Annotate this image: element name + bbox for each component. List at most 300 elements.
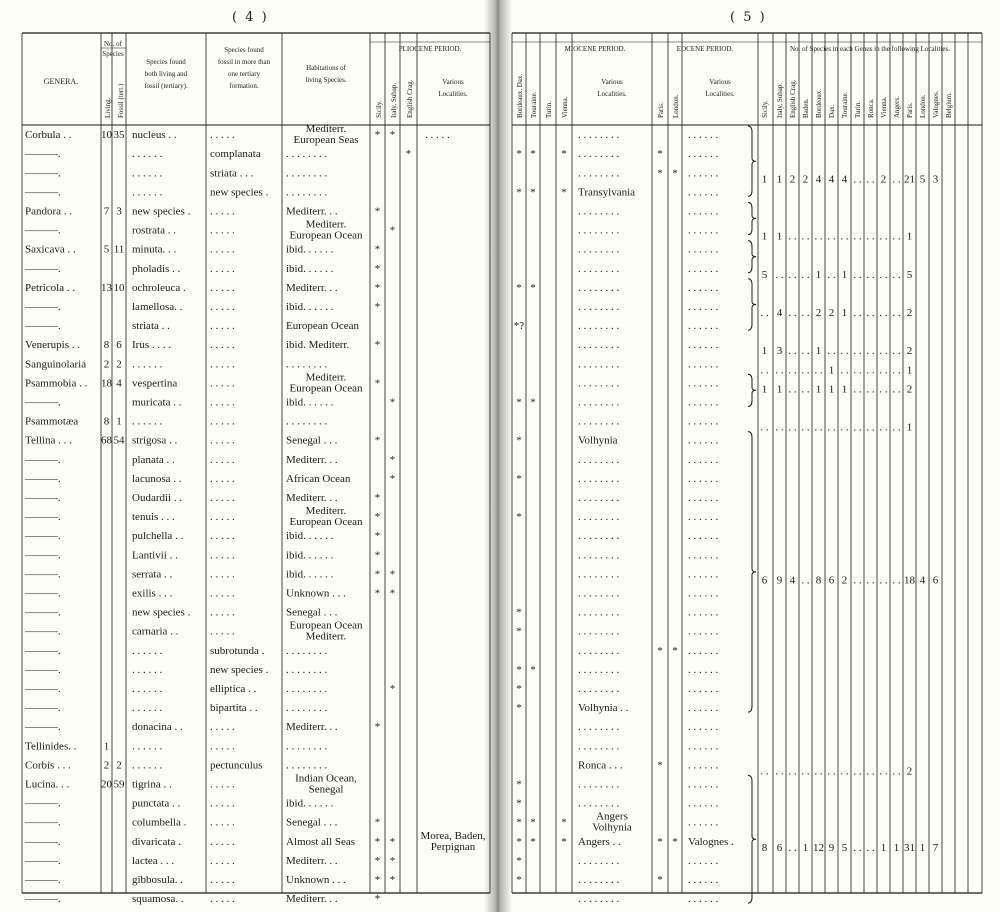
genus-count-value: . . — [892, 173, 901, 186]
living-count: 7 — [103, 205, 110, 218]
genus-count-value: . . — [775, 421, 784, 434]
table-row — [25, 416, 719, 428]
genus-count-value: . . — [840, 345, 849, 358]
miocene-various: . . . . . . . . — [578, 549, 620, 562]
miocene-various: Angers — [596, 810, 628, 823]
eocene-various: . . . . . . — [688, 186, 719, 199]
paris-mark: * — [657, 759, 663, 772]
habitat: ibid. . . . . . — [286, 243, 334, 256]
header-fossil: Fossil (tert.) — [117, 83, 125, 118]
bordeaux-mark: * — [516, 778, 522, 791]
genus-count-value: . . — [801, 383, 810, 396]
genus-count-value: 5 — [919, 173, 926, 186]
header-miocene-col: Bordeaux, Dax. — [516, 73, 524, 118]
header-genus-count-col: Ronca. — [867, 98, 875, 118]
eocene-various: . . . . . . — [688, 453, 719, 466]
species-both: lacunosa . . — [132, 472, 182, 485]
species-more: . . . . . — [210, 492, 235, 504]
genus-name: Venerupis . . — [25, 339, 80, 352]
eocene-various: . . . . . . — [688, 644, 719, 657]
genus-count-value: . . — [801, 268, 810, 281]
table-row — [25, 773, 719, 796]
species-more: . . . . . — [210, 835, 235, 848]
header-miocene: MIOCENE PERIOD. — [564, 45, 626, 53]
miocene-various: Transylvania — [578, 186, 636, 199]
header-miocene-various: Localities. — [597, 90, 627, 98]
species-more: . . . . . — [210, 568, 235, 581]
genus-count-value: . . — [892, 345, 901, 358]
habitat: ibid. . . . . . — [286, 301, 334, 313]
genus-count-value: 1 — [761, 383, 768, 396]
header-genus-counts: No. of Species in each Genus in the following Localities. — [790, 45, 950, 53]
genus-count-value: . . — [866, 765, 875, 778]
genus-count-value: . . — [801, 364, 810, 377]
habitat: . . . . . . . . — [286, 740, 328, 753]
table-row — [24, 530, 719, 542]
sicily-mark: * — [374, 434, 381, 447]
genus-count-value: 6 — [932, 574, 939, 587]
species-both: pholadis . . — [132, 262, 181, 275]
genus-name: ———. — [25, 854, 61, 867]
genus-count-value: . . — [760, 765, 769, 778]
genus-count-value: . . — [788, 364, 797, 377]
genus-count-value: 12 — [813, 841, 824, 854]
touraine-mark: * — [530, 281, 536, 294]
habitat: European Ocean — [289, 619, 363, 632]
genus-count-value: 1 — [841, 383, 848, 396]
fossil-count: 54 — [113, 434, 125, 447]
header-more-than-one: fossil in more than — [217, 58, 271, 66]
species-more: . . . . . — [210, 453, 235, 466]
table-row — [24, 620, 719, 643]
genus-name: Corbis . . . — [25, 759, 71, 772]
eocene-various: . . . . . . — [688, 663, 719, 676]
miocene-various: . . . . . . . . — [578, 224, 620, 237]
species-both: rostrata . . — [132, 224, 176, 237]
bordeaux-mark: * — [516, 511, 522, 524]
vienna-mark: * — [561, 816, 567, 829]
bordeaux-mark: * — [516, 396, 522, 409]
genus-name: ———. — [25, 511, 61, 524]
genus-count-value: . . — [892, 574, 901, 587]
eocene-various: . . . . . . — [688, 606, 719, 619]
vienna-mark: * — [561, 148, 567, 161]
eocene-various: . . . . . . — [688, 301, 719, 313]
genus-count-row — [762, 173, 939, 185]
species-both: columbella . — [132, 816, 187, 829]
header-genus-count-col: English Crag. — [789, 79, 797, 118]
sicily-mark: * — [374, 568, 381, 581]
genus-name: Corbula . . — [25, 129, 72, 142]
header-pliocene-col: Sicily. — [375, 100, 383, 118]
genus-count-value: . . — [853, 345, 862, 358]
genus-count-value: . . — [827, 268, 836, 281]
species-both: punctata . . — [132, 797, 181, 810]
london-mark: * — [672, 644, 678, 657]
genus-count-value: 18 — [904, 574, 915, 587]
eocene-various: Valognes . — [688, 835, 734, 848]
bordeaux-mark: * — [516, 702, 522, 715]
header-genus-count-col: Turin. — [854, 100, 862, 118]
header-genus-count-col: Sicily. — [761, 100, 769, 118]
header-habitations: living Species. — [305, 76, 347, 84]
species-more: pectunculus — [210, 759, 263, 772]
species-both: . . . . . . — [132, 644, 163, 657]
species-more: subrotunda . — [210, 644, 265, 657]
genus-name: Tellinides. . — [25, 740, 77, 753]
bordeaux-mark: * — [516, 816, 522, 829]
miocene-various: . . . . . . . . — [578, 568, 620, 581]
table-row — [25, 435, 719, 447]
eocene-various: . . . . . . — [688, 396, 719, 409]
genus-name: ———. — [25, 797, 61, 810]
genus-count-value: . . — [866, 307, 875, 319]
genus-count-value: . . — [801, 307, 810, 319]
genus-count-value: . . — [801, 574, 810, 587]
fossil-count: 11 — [113, 243, 125, 256]
table-row — [24, 568, 719, 580]
table-row — [24, 588, 719, 600]
miocene-various: . . . . . . . . — [578, 148, 620, 161]
species-both: strigosa . . — [132, 434, 178, 447]
genus-count-value: . . — [866, 574, 875, 587]
header-genus-count-col: Angers. — [893, 96, 901, 118]
table-row — [24, 167, 719, 179]
genus-count-value: . . — [879, 268, 888, 281]
genus-count-value: . . — [788, 383, 797, 396]
header-pliocene-col: Italy, Subap. — [390, 82, 398, 118]
genus-count-value: 3 — [776, 345, 783, 358]
fossil-count: 59 — [113, 778, 125, 791]
genus-count-value: 1 — [761, 173, 768, 186]
vienna-mark: * — [561, 186, 567, 199]
eocene-various: . . . . . . — [688, 683, 719, 695]
genus-count-value: . . — [853, 841, 862, 854]
genus-count-value: . . — [892, 307, 901, 319]
fossil-count: 2 — [116, 358, 122, 371]
genus-name: ———. — [25, 453, 61, 466]
table-row — [24, 397, 719, 409]
genus-count-value: . . — [814, 230, 823, 243]
touraine-mark: * — [530, 816, 536, 829]
species-more: . . . . . — [210, 396, 235, 409]
miocene-various: . . . . . . . . — [578, 587, 620, 600]
touraine-mark: * — [530, 148, 536, 161]
table-row — [24, 874, 719, 886]
species-more: . . . . . — [210, 721, 235, 734]
miocene-various: . . . . . . . . — [578, 281, 620, 294]
species-both: tenuis . . . — [132, 511, 175, 524]
species-both: Oudardii . . — [132, 492, 183, 504]
eocene-various: . . . . . . — [688, 740, 719, 753]
genus-name: ———. — [25, 606, 61, 619]
species-more: . . . . . — [210, 797, 235, 810]
genus-name: Sanguinolaria — [25, 358, 87, 371]
genus-name: ———. — [25, 262, 61, 275]
living-count: 68 — [101, 434, 112, 447]
species-both: muricata . . — [132, 396, 182, 409]
species-more: . . . . . — [210, 358, 235, 371]
living-count: 18 — [101, 377, 112, 390]
living-count: 8 — [103, 415, 110, 428]
eocene-various: . . . . . . — [688, 339, 719, 352]
table-row — [24, 645, 719, 657]
habitat: African Ocean — [286, 472, 351, 485]
header-genus-count-col: Vienna. — [880, 96, 888, 118]
header-miocene-various: Various — [601, 78, 623, 86]
header-genus-count-col: Touraine. — [841, 91, 849, 118]
genus-count-value: 4 — [776, 307, 783, 319]
header-miocene-col: Turin. — [545, 100, 553, 118]
header-pliocene: PLIOCENE PERIOD. — [398, 45, 462, 53]
eocene-various: . . . . . . — [688, 759, 719, 772]
miocene-various: . . . . . . . . — [578, 663, 620, 676]
table-row — [24, 301, 719, 313]
species-more: . . . . . — [210, 625, 235, 638]
grouping-brace — [748, 279, 756, 330]
habitat: Mediterr. — [305, 123, 347, 136]
species-both: planata . . — [132, 453, 175, 466]
fossil-count: 6 — [116, 339, 122, 352]
species-both: donacina . . — [132, 721, 183, 734]
header-genera: GENERA. — [43, 77, 79, 86]
sicily-mark: * — [374, 243, 381, 256]
table-row — [24, 607, 719, 619]
table-row — [24, 664, 719, 676]
paris-mark: * — [657, 167, 663, 180]
pliocene-various: . . . . . — [425, 129, 450, 142]
species-more: . . . . . — [210, 549, 235, 562]
genus-count-value: . . — [760, 421, 769, 434]
genus-count-value: . . — [788, 345, 797, 358]
genus-count-value: . . — [879, 383, 888, 396]
bordeaux-mark: * — [516, 854, 522, 867]
genus-count-value: 2 — [906, 383, 913, 396]
species-more: new species . — [210, 663, 269, 676]
genus-count-value: 1 — [841, 307, 848, 319]
genus-count-value: 1 — [815, 383, 822, 396]
italy-mark: * — [389, 835, 396, 848]
species-both: new species . — [132, 606, 191, 619]
species-both: new species . — [132, 205, 191, 218]
genus-count-value: 6 — [776, 841, 783, 854]
species-both: . . . . . . — [132, 740, 163, 753]
sicily-mark: * — [374, 587, 381, 600]
sicily-mark: * — [374, 301, 381, 313]
italy-mark: * — [389, 472, 396, 485]
header-eocene-various: Various — [709, 78, 731, 86]
header-both-living-fossil: both living and — [144, 70, 188, 78]
eocene-various: . . . . . . — [688, 281, 719, 294]
habitat: Mediterr. — [305, 218, 347, 231]
genus-count-value: . . — [892, 268, 901, 281]
fossil-count: 2 — [116, 759, 122, 772]
miocene-various: Angers . . — [578, 835, 621, 848]
genus-count-value: . . — [788, 765, 797, 778]
eocene-various: . . . . . . — [688, 492, 719, 504]
genus-count-value: 1 — [761, 230, 768, 243]
genus-count-value: . . — [879, 574, 888, 587]
species-more: . . . . . — [210, 434, 235, 447]
genus-count-value: . . — [788, 230, 797, 243]
genus-count-value: . . — [892, 765, 901, 778]
page-number-right: ( 5 ) — [730, 10, 767, 25]
habitat: Mediterr. . . — [286, 854, 338, 867]
genus-count-value: 8 — [815, 574, 822, 587]
habitat: Senegal . . . — [286, 434, 338, 447]
genus-count-value: . . — [760, 364, 769, 377]
bordeaux-mark: * — [516, 625, 522, 638]
genus-count-row — [760, 307, 912, 319]
sicily-mark: * — [374, 530, 381, 543]
habitat: Senegal — [308, 783, 344, 796]
eocene-various: . . . . . . — [688, 568, 719, 581]
genus-count-value: 1 — [761, 345, 768, 358]
fossil-count: 1 — [116, 415, 122, 428]
genus-count-value: . . — [827, 421, 836, 434]
genus-count-value: . . — [853, 421, 862, 434]
genus-count-value: . . — [853, 364, 862, 377]
habitat: . . . . . . . . — [286, 683, 328, 695]
genus-name: ———. — [25, 721, 61, 734]
fossil-count: 3 — [116, 205, 122, 218]
eocene-various: . . . . . . — [688, 434, 719, 447]
genus-count-value: . . — [866, 383, 875, 396]
italy-mark: * — [389, 396, 396, 409]
touraine-mark: * — [530, 396, 536, 409]
genus-name: ———. — [25, 492, 61, 504]
species-more: . . . . . — [210, 874, 235, 886]
paris-mark: * — [657, 874, 663, 886]
sicily-mark: * — [374, 339, 381, 352]
species-more: . . . . . — [210, 472, 235, 485]
genus-name: Tellina . . . — [25, 434, 72, 447]
habitat: Mediterr. — [305, 371, 347, 384]
touraine-mark: * — [530, 186, 536, 199]
habitat: Almost all Seas — [286, 835, 356, 848]
genus-count-value: . . — [892, 421, 901, 434]
habitat: ibid. . . . . . — [286, 797, 334, 810]
sicily-mark: * — [374, 492, 381, 504]
eocene-various: . . . . . . — [688, 854, 719, 867]
miocene-various: . . . . . . . . — [578, 721, 620, 734]
fossil-count: 10 — [113, 281, 125, 294]
habitat: ibid. . . . . . — [286, 549, 334, 562]
grouping-brace — [748, 202, 756, 234]
species-more: . . . . . — [210, 339, 235, 352]
species-more: . . . . . — [210, 129, 235, 142]
genus-count-value: 9 — [828, 841, 835, 854]
miocene-various: . . . . . . . . — [578, 129, 620, 142]
table-row — [24, 855, 719, 867]
habitat: . . . . . . . . — [286, 148, 328, 161]
header-habitations: Habitations of — [306, 64, 346, 72]
genus-count-value: . . — [801, 230, 810, 243]
habitat: ibid. . . . . . — [286, 396, 334, 409]
london-mark: * — [672, 167, 678, 180]
eocene-various: . . . . . . — [688, 625, 719, 638]
header-no-of-species: Species — [102, 50, 124, 58]
genus-count-value: 1 — [815, 268, 822, 281]
pliocene-various: Morea, Baden, — [420, 829, 486, 842]
species-more: . . . . . — [210, 243, 235, 256]
table-row — [24, 798, 719, 810]
pliocene-various: Perpignan — [430, 840, 476, 853]
species-more: bipartita . . — [210, 702, 258, 715]
species-more: striata . . . — [210, 167, 254, 180]
table-row — [24, 893, 719, 905]
header-more-than-one: formation. — [229, 82, 259, 90]
genus-count-value: . . — [879, 765, 888, 778]
grouping-brace — [748, 775, 756, 903]
paris-mark: * — [657, 148, 663, 161]
miocene-various: . . . . . . . . — [578, 262, 620, 275]
genus-count-value: . . — [892, 383, 901, 396]
genus-name: Psammobia . . — [25, 377, 88, 390]
eocene-various: . . . . . . — [688, 778, 719, 791]
genus-count-value: 2 — [802, 173, 809, 186]
genus-count-value: 2 — [815, 307, 822, 319]
habitat: Indian Ocean, — [295, 772, 357, 785]
miocene-various: . . . . . . . . — [578, 396, 620, 409]
miocene-various: . . . . . . . . — [578, 492, 620, 504]
eocene-various: . . . . . . — [688, 530, 719, 543]
genus-count-value: 1 — [776, 383, 783, 396]
genus-name: ———. — [25, 663, 61, 676]
miocene-various: . . . . . . . . — [578, 205, 620, 218]
genus-name: ———. — [25, 320, 61, 333]
genus-count-row — [760, 364, 912, 376]
bordeaux-mark: * — [516, 148, 522, 161]
genus-count-value: . . — [827, 765, 836, 778]
habitat: Mediterr. . . — [286, 453, 338, 466]
habitat: . . . . . . . . — [286, 186, 328, 199]
eocene-various: . . . . . . — [688, 874, 719, 886]
sicily-mark: * — [374, 893, 381, 906]
genus-count-value: . . — [892, 230, 901, 243]
habitat: ibid. Mediterr. — [286, 339, 350, 352]
living-count: 20 — [101, 778, 112, 791]
sicily-mark: * — [374, 721, 381, 734]
header-eocene-various: Localities. — [705, 90, 735, 98]
table-row — [25, 358, 719, 370]
genus-count-value: . . — [788, 421, 797, 434]
genus-name: ———. — [25, 301, 61, 313]
genus-count-value: 9 — [776, 574, 783, 587]
genus-name: Petricola . . — [25, 281, 76, 294]
header-genus-count-col: London. — [919, 94, 927, 118]
miocene-various: Volhynia — [578, 434, 618, 447]
genus-count-value: 31 — [904, 841, 915, 854]
grouping-brace — [748, 126, 756, 196]
header-genus-count-col: Paris. — [906, 102, 914, 118]
bordeaux-mark: * — [516, 434, 522, 447]
eocene-various: . . . . . . — [688, 549, 719, 562]
italy-mark: * — [389, 874, 396, 886]
species-both: lamellosa. . — [132, 301, 183, 313]
genus-count-value: . . — [827, 345, 836, 358]
table-row — [24, 721, 719, 733]
genus-count-value: . . — [775, 364, 784, 377]
sicily-mark: * — [374, 511, 381, 524]
genus-count-value: . . — [879, 364, 888, 377]
genus-name: ———. — [25, 568, 61, 581]
species-more: . . . . . — [210, 606, 235, 619]
genus-name: ———. — [25, 835, 61, 848]
eocene-various: . . . . . . — [688, 377, 719, 390]
genus-count-value: . . — [788, 841, 797, 854]
genus-count-value: . . — [814, 421, 823, 434]
